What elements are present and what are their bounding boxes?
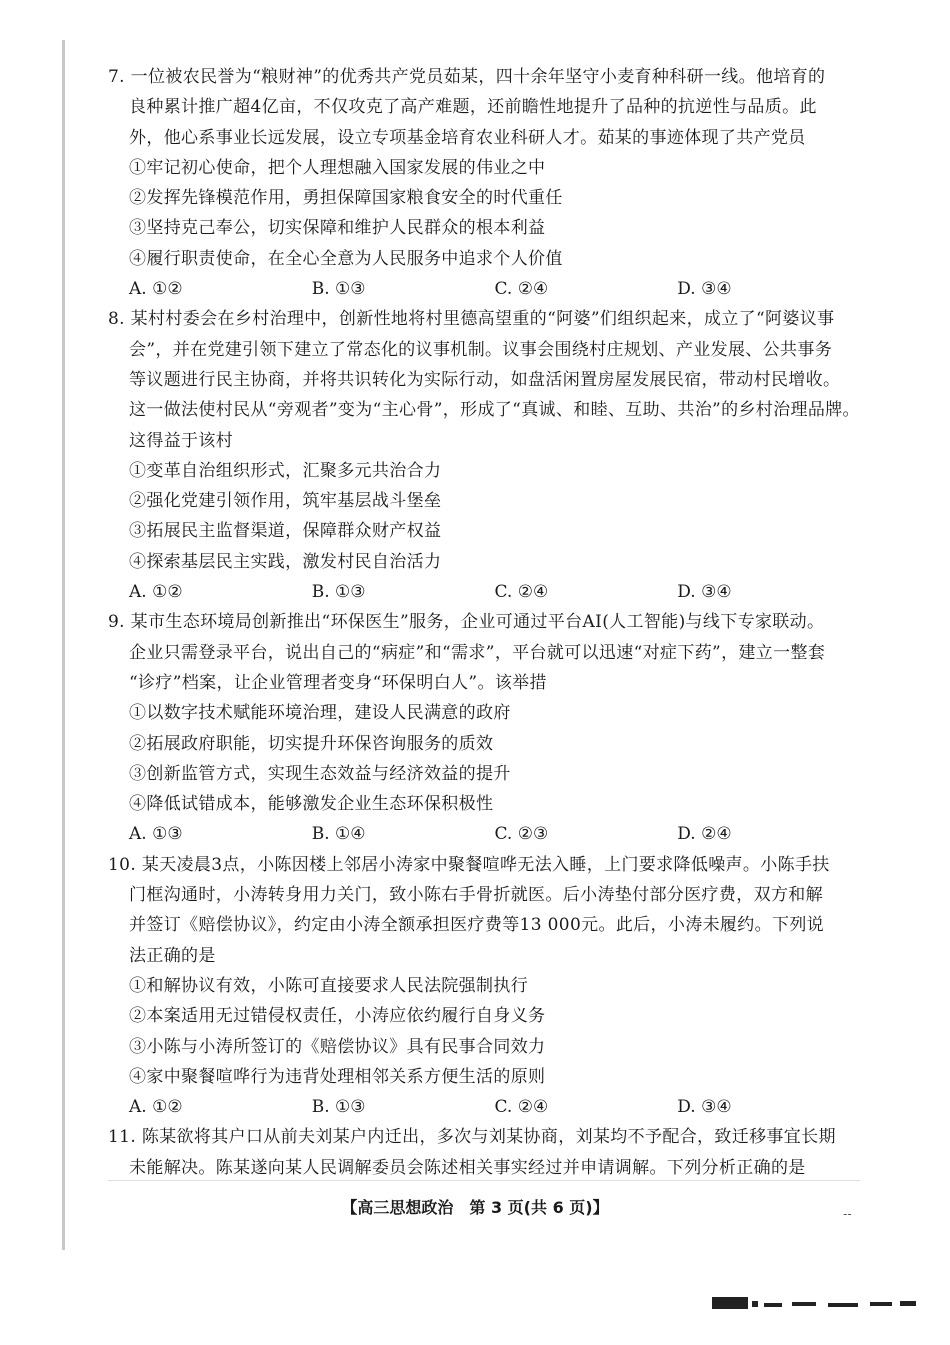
question-10 [108, 850, 860, 1123]
footer-rule [108, 1180, 860, 1181]
statement-option: ④探索基层民主实践，激发村民自治活力 [129, 551, 442, 572]
statement-option: ①以数字技术赋能环境治理，建设人民满意的政府 [129, 703, 511, 724]
page-footer: 【高三思想政治 第 3 页(共 6 页)】 [341, 1198, 609, 1217]
answer-choice: A. ①② [129, 279, 183, 300]
binding-line [62, 40, 65, 1250]
answer-choice: B. ①③ [311, 582, 366, 603]
answer-choice: A. ①② [129, 1097, 183, 1118]
question-stem-line: 未能解决。陈某遂向某人民调解委员会陈述相关事实经过并申请调解。下列分析正确的是 [129, 1157, 806, 1178]
question-stem-line: 外，他心系事业长远发展，设立专项基金培育农业科研人才。茹某的事迹体现了共产党员 [129, 127, 806, 148]
question-list [108, 62, 860, 1183]
statement-option: ③创新监管方式，实现生态效益与经济效益的提升 [129, 763, 511, 784]
answer-choices [108, 819, 860, 849]
statement-option: ①牢记初心使命，把个人理想融入国家发展的伟业之中 [129, 157, 546, 178]
answer-choice: C. ②③ [494, 824, 549, 845]
statement-option: ④履行职责使命，在全心全意为人民服务中追求个人价值 [129, 248, 563, 269]
question-stem-line: 这得益于该村 [129, 430, 234, 451]
statement-option: ②拓展政府职能，切实提升环保咨询服务的质效 [129, 733, 494, 754]
question-stem-line: 门框沟通时，小涛转身用力关门，致小陈右手骨折就医。后小涛垫付部分医疗费，双方和解 [129, 885, 823, 906]
answer-choice: C. ②④ [494, 279, 549, 300]
question-stem-line: 11. 陈某欲将其户口从前夫刘某户内迁出，多次与刘某协商，刘某均不予配合，致迁移事宜长期 [108, 1127, 836, 1148]
question-stem-line: 这一做法使村民从“旁观者”变为“主心骨”，形成了“真诚、和睦、互助、共治”的乡村治理品牌。 [129, 400, 860, 421]
footer-mark: -- [843, 1207, 852, 1221]
statement-option: ③小陈与小涛所签订的《赔偿协议》具有民事合同效力 [129, 1036, 546, 1057]
question-stem-line: 10. 某天凌晨3点，小陈因楼上邻居小涛家中聚餐喧哗无法入睡，上门要求降低噪声。小陈手扶 [108, 854, 830, 875]
statement-option: ②发挥先锋模范作用，勇担保障国家粮食安全的时代重任 [129, 188, 563, 209]
question-7 [108, 62, 860, 304]
question-stem-line: 企业只需登录平台，说出自己的“病症”和“需求”，平台就可以迅速“对症下药”，建立一整套 [129, 642, 826, 663]
question-stem-line: 8. 某村村委会在乡村治理中，创新性地将村里德高望重的“阿婆”们组织起来，成立了“阿婆议事 [108, 309, 835, 330]
question-stem-line: 9. 某市生态环境局创新推出“环保医生”服务，企业可通过平台AI(人工智能)与线下专家联动。 [108, 612, 825, 633]
answer-choices [108, 1092, 860, 1122]
question-stem-line: 会”，并在党建引领下建立了常态化的议事机制。议事会围绕村庄规划、产业发展、公共事务 [129, 339, 833, 360]
answer-choice: A. ①③ [129, 824, 183, 845]
question-stem-line: 并签订《赔偿协议》，约定由小涛全额承担医疗费等13 000元。此后，小涛未履约。下列说 [129, 915, 825, 936]
question-stem-line: 7. 一位被农民誉为“粮财神”的优秀共产党员茹某，四十余年坚守小麦育种科研一线。他培育的 [108, 67, 826, 87]
question-stem-line: 良种累计推广超4亿亩，不仅攻克了高产难题，还前瞻性地提升了品种的抗逆性与品质。此 [129, 97, 817, 118]
statement-option: ②本案适用无过错侵权责任，小涛应依约履行自身义务 [129, 1006, 546, 1027]
statement-option: ④降低试错成本，能够激发企业生态环保积极性 [129, 794, 494, 815]
statement-option: ③拓展民主监督渠道，保障群众财产权益 [129, 521, 442, 542]
answer-choice: B. ①③ [311, 279, 366, 300]
statement-option: ②强化党建引领作用，筑牢基层战斗堡垒 [129, 491, 442, 512]
answer-choice: A. ①② [129, 582, 183, 603]
question-8 [108, 304, 860, 607]
question-11 [108, 1122, 860, 1183]
statement-option: ④家中聚餐喧哗行为违背处理相邻关系方便生活的原则 [129, 1066, 546, 1087]
question-stem-line: 等议题进行民主协商，并将共识转化为实际行动，如盘活闲置房屋发展民宿，带动村民增收。 [129, 369, 841, 390]
corner-watermark-icon [712, 1293, 922, 1315]
statement-option: ①变革自治组织形式，汇聚多元共治合力 [129, 460, 442, 481]
answer-choice: D. ③④ [677, 279, 732, 300]
answer-choice: D. ②④ [677, 824, 732, 845]
answer-choice: C. ②④ [494, 582, 549, 603]
answer-choice: D. ③④ [677, 1097, 732, 1118]
statement-option: ①和解协议有效，小陈可直接要求人民法院强制执行 [129, 975, 529, 996]
statement-option: ③坚持克己奉公，切实保障和维护人民群众的根本利益 [129, 218, 546, 239]
question-stem-line: “诊疗”档案，让企业管理者变身“环保明白人”。该举措 [129, 672, 547, 693]
answer-choice: B. ①③ [311, 1097, 366, 1118]
answer-choices [108, 577, 860, 607]
answer-choice: D. ③④ [677, 582, 732, 603]
answer-choice: C. ②④ [494, 1097, 549, 1118]
question-9 [108, 607, 860, 849]
answer-choice: B. ①④ [311, 824, 366, 845]
question-stem-line: 法正确的是 [129, 945, 216, 966]
answer-choices [108, 274, 860, 304]
